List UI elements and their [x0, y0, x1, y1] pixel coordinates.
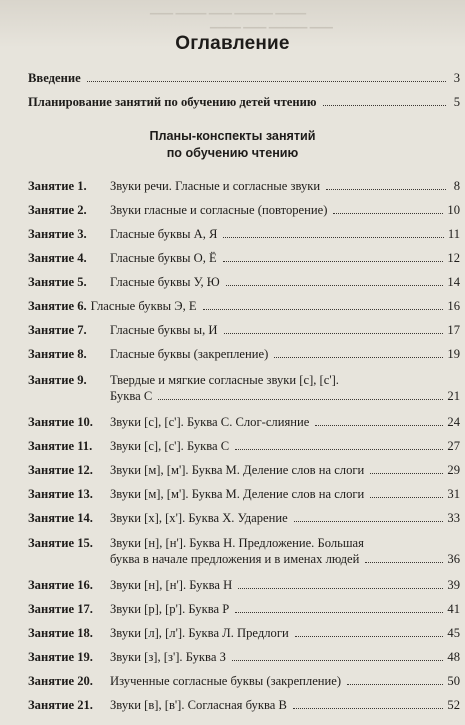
- leader-dots: [293, 708, 444, 709]
- page-number: 29: [447, 463, 460, 477]
- show-through-text: ▁▁▁ ▁▁▁▁ ▁▁▁ ▁▁▁▁▁ ▁▁▁▁: [150, 4, 307, 15]
- page-number: 45: [447, 626, 460, 640]
- lesson-title: Звуки [в], [в']. Согласная буква В: [110, 698, 287, 712]
- toc-entry-lesson[interactable]: [28, 322, 460, 338]
- page-number: 50: [447, 674, 460, 688]
- lesson-label: Занятие 15.: [28, 536, 93, 550]
- leader-dots: [224, 333, 444, 334]
- toc-entry-lesson[interactable]: [28, 486, 460, 502]
- section-heading-line: по обучению чтению: [166, 146, 299, 160]
- leader-dots: [274, 357, 443, 358]
- page-number: 27: [447, 439, 460, 453]
- toc-entry-lesson[interactable]: [28, 346, 460, 362]
- page-number: 41: [447, 602, 460, 616]
- lesson-title: Гласные буквы (закрепление): [110, 347, 269, 361]
- leader-dots: [226, 285, 444, 286]
- toc-entry-lesson[interactable]: [28, 697, 460, 713]
- lesson-label: Занятие 5.: [28, 275, 87, 289]
- toc-entry-lesson[interactable]: [28, 510, 460, 526]
- page-number: 33: [447, 511, 460, 525]
- lesson-title: Звуки [х], [х']. Буква Х. Ударение: [110, 511, 288, 525]
- leader-dots: [370, 473, 443, 474]
- leader-dots: [203, 309, 444, 310]
- entry-title: Введение: [28, 71, 81, 85]
- toc-entry-lesson[interactable]: [28, 673, 460, 689]
- lesson-title: Звуки [с], [с']. Буква С: [110, 439, 230, 453]
- lesson-title: Звуки [л], [л']. Буква Л. Предлоги: [110, 626, 289, 640]
- entry-title: Планирование занятий по обучению детей чтению: [28, 95, 317, 109]
- toc-entry-lesson[interactable]: [28, 372, 460, 404]
- toc-entry-lesson[interactable]: [28, 298, 460, 314]
- lesson-label: Занятие 10.: [28, 415, 93, 429]
- page-number: 24: [447, 415, 460, 429]
- lesson-title: Гласные буквы О, Ё: [110, 251, 217, 265]
- leader-dots: [158, 399, 443, 400]
- leader-dots: [347, 684, 443, 685]
- leader-dots: [365, 562, 443, 563]
- toc-entry-planning[interactable]: [28, 94, 460, 110]
- page-number: 12: [447, 251, 460, 265]
- lesson-label: Занятие 6.: [28, 299, 87, 313]
- toc-entry-lesson[interactable]: [28, 625, 460, 641]
- page-number: 31: [447, 487, 460, 501]
- lesson-label: Занятие 19.: [28, 650, 93, 664]
- page-number: 36: [447, 552, 460, 566]
- lesson-label: Занятие 3.: [28, 227, 87, 241]
- lesson-label: Занятие 4.: [28, 251, 87, 265]
- leader-dots: [315, 425, 443, 426]
- page-number: 10: [447, 203, 460, 217]
- toc-entry-lesson[interactable]: [28, 438, 460, 454]
- toc-entry-lesson[interactable]: [28, 274, 460, 290]
- lesson-title: Звуки [м], [м']. Буква М. Деление слов на слоги: [110, 487, 365, 501]
- leader-dots: [294, 521, 444, 522]
- lesson-title: Гласные буквы ы, И: [110, 323, 218, 337]
- leader-dots: [295, 636, 444, 637]
- lesson-label: Занятие 8.: [28, 347, 87, 361]
- lesson-label: Занятие 13.: [28, 487, 93, 501]
- page-number: 5: [453, 95, 460, 109]
- section-heading-line: Планы-конспекты занятий: [149, 129, 316, 143]
- page-title: Оглавление: [175, 33, 290, 54]
- leader-dots: [235, 449, 443, 450]
- leader-dots: [333, 213, 443, 214]
- lesson-title: Твердые и мягкие согласные звуки [с], [с'].: [110, 373, 339, 387]
- lesson-label: Занятие 17.: [28, 602, 93, 616]
- leader-dots: [232, 660, 444, 661]
- toc-entry-lesson[interactable]: [28, 577, 460, 593]
- page-number: 21: [447, 389, 460, 403]
- leader-dots: [326, 189, 446, 190]
- section-heading: [0, 128, 465, 162]
- page-number: 16: [447, 299, 460, 313]
- page-number: 52: [447, 698, 460, 712]
- page-number: 17: [447, 323, 460, 337]
- lesson-title: Звуки [р], [р']. Буква Р: [110, 602, 230, 616]
- lesson-title: Звуки [н], [н']. Буква Н: [110, 578, 233, 592]
- toc-entry-lesson[interactable]: [28, 414, 460, 430]
- lesson-title: Гласные буквы У, Ю: [110, 275, 220, 289]
- page-number: 14: [447, 275, 460, 289]
- lesson-label: Занятие 1.: [28, 179, 87, 193]
- page-number: 3: [453, 71, 460, 85]
- leader-dots: [87, 81, 446, 82]
- page-number: 48: [447, 650, 460, 664]
- page-number: 11: [447, 227, 460, 241]
- lesson-title: Звуки [с], [с']. Буква С. Слог-слияние: [110, 415, 310, 429]
- lesson-label: Занятие 20.: [28, 674, 93, 688]
- lesson-label: Занятие 2.: [28, 203, 87, 217]
- lesson-label: Занятие 12.: [28, 463, 93, 477]
- show-through-text: ▁▁▁▁ ▁▁▁ ▁▁▁▁▁ ▁▁▁: [210, 18, 333, 29]
- lesson-label: Занятие 18.: [28, 626, 93, 640]
- lesson-title: Звуки [з], [з']. Буква З: [110, 650, 226, 664]
- lesson-label: Занятие 7.: [28, 323, 87, 337]
- page-number: 8: [453, 179, 460, 193]
- toc-entry-lesson[interactable]: [28, 649, 460, 665]
- lesson-label: Занятие 11.: [28, 439, 93, 453]
- lesson-title: Звуки [н], [н']. Буква Н. Предложение. Большая: [110, 536, 364, 550]
- leader-dots: [223, 237, 443, 238]
- leader-dots: [370, 497, 443, 498]
- lesson-title: Гласные буквы А, Я: [110, 227, 218, 241]
- leader-dots: [235, 612, 443, 613]
- lesson-label: Занятие 14.: [28, 511, 93, 525]
- lesson-title: Звуки [м], [м']. Буква М. Деление слов на слоги: [110, 463, 365, 477]
- page-number: 19: [447, 347, 460, 361]
- page-number: 39: [447, 578, 460, 592]
- toc-entry-lesson[interactable]: [28, 462, 460, 478]
- toc-entry-lesson[interactable]: [28, 250, 460, 266]
- lesson-title: Звуки гласные и согласные (повторение): [110, 203, 328, 217]
- toc-entry-lesson[interactable]: [28, 535, 460, 567]
- toc-entry-lesson[interactable]: [28, 601, 460, 617]
- toc-entry-lesson[interactable]: [28, 202, 460, 218]
- lesson-title: Звуки речи. Гласные и согласные звуки: [110, 179, 321, 193]
- toc-entry-lesson[interactable]: [28, 178, 460, 194]
- lesson-title: Изученные согласные буквы (закрепление): [110, 674, 342, 688]
- toc-entry-intro[interactable]: [28, 70, 460, 86]
- lesson-label: Занятие 21.: [28, 698, 93, 712]
- leader-dots: [323, 105, 446, 106]
- lesson-title: Гласные буквы Э, Е: [90, 299, 197, 313]
- lesson-title: буква в начале предложения и в именах людей: [110, 552, 360, 566]
- lesson-label: Занятие 9.: [28, 373, 87, 387]
- lesson-title: Буква С: [110, 389, 153, 403]
- leader-dots: [238, 588, 443, 589]
- leader-dots: [223, 261, 444, 262]
- lesson-label: Занятие 16.: [28, 578, 93, 592]
- toc-entry-lesson[interactable]: [28, 226, 460, 242]
